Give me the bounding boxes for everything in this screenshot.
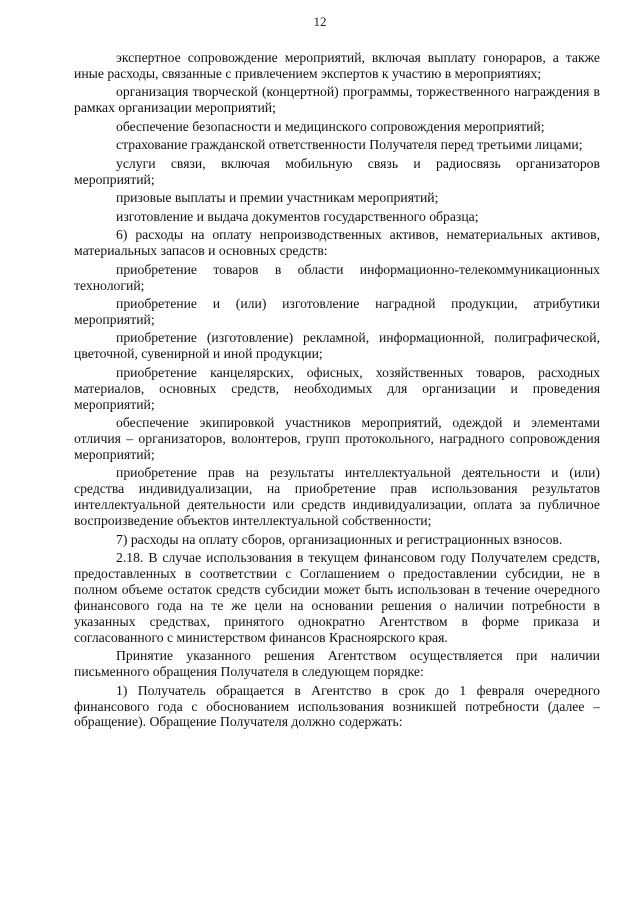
page-number: 12 <box>313 14 327 29</box>
paragraph-creative-program: организация творческой (концертной) программы, торжественного награждения в рамках организации мероприятий; <box>74 84 600 116</box>
paragraph-step-1-request: 1) Получатель обращается в Агентство в срок до 1 февраля очередного финансового года с обоснованием использования возникшей потребности (далее – обращение). Обращение Получателя должно содержать: <box>74 682 600 730</box>
paragraph-award-products: приобретение и (или) изготовление наградной продукции, атрибутики мероприятий; <box>74 296 600 327</box>
document-body <box>74 50 600 733</box>
paragraph-decision-procedure: Принятие указанного решения Агентством осуществляется при наличии письменного обращения Получателя в следующем порядке: <box>74 648 600 680</box>
paragraph-intellectual-property: приобретение прав на результаты интеллектуальной деятельности и (или) средства индивидуализации, на приобретение прав использования результатов интеллектуальной деятельности или средств индивидуализации, оплата за публичное воспроизведение объектов интеллектуальной собственности; <box>74 465 600 529</box>
paragraph-security-medical: обеспечение безопасности и медицинского сопровождения мероприятий; <box>116 118 545 134</box>
paragraph-clause-2-18: 2.18. В случае использования в текущем финансовом году Получателем средств, предоставленных в соответствии с Соглашением о предоставлении субсидии, не в полном объеме остаток средств субсидии может быть использован в течение очередного финансового года на те же цели на основании решения о наличии потребности в указанных средствах, принятого однократно Агентством в форме приказа и согласованного с министерством финансов Красноярского края. <box>74 550 600 645</box>
paragraph-item-6-assets: 6) расходы на оплату непроизводственных активов, нематериальных активов, материальных запасов и основных средств: <box>74 227 600 259</box>
paragraph-communication-services: услуги связи, включая мобильную связь и радиосвязь организаторов мероприятий; <box>74 155 600 187</box>
paragraph-equipment-clothing: обеспечение экипировкой участников мероприятий, одеждой и элементами отличия – организаторов, волонтеров, групп протокольного, наградного сопровождения мероприятий; <box>74 415 600 462</box>
paragraph-expert-support: экспертное сопровождение мероприятий, включая выплату гонораров, а также иные расходы, связанные с привлечением экспертов к участию в мероприятиях; <box>74 50 600 81</box>
paragraph-prize-payments: призовые выплаты и премии участникам мероприятий; <box>116 190 439 206</box>
paragraph-state-documents: изготовление и выдача документов государственного образца; <box>116 208 479 224</box>
paragraph-ict-goods: приобретение товаров в области информационно-телекоммуникационных технологий; <box>74 261 600 293</box>
paragraph-office-supplies: приобретение канцелярских, офисных, хозяйственных товаров, расходных материалов, основных средств, необходимых для организации и проведения мероприятий; <box>74 364 600 412</box>
paragraph-liability-insurance: страхование гражданской ответственности Получателя перед третьими лицами; <box>116 137 583 153</box>
paragraph-item-7-fees: 7) расходы на оплату сборов, организационных и регистрационных взносов. <box>116 531 563 547</box>
paragraph-advertising-products: приобретение (изготовление) рекламной, информационной, полиграфической, цветочной, сувенирной и иной продукции; <box>74 330 600 362</box>
